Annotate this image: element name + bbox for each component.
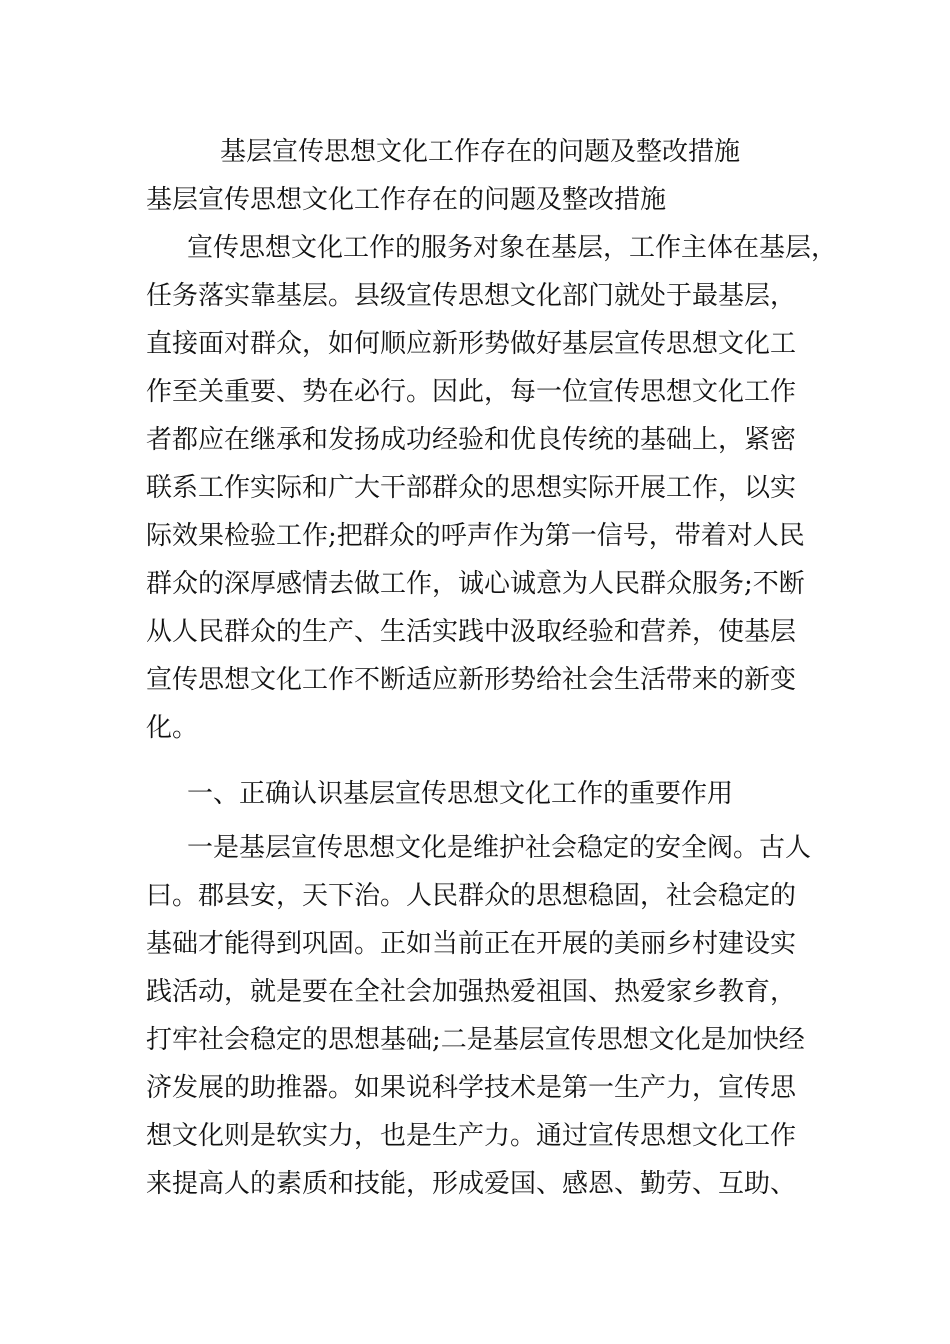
paragraph-line: 直接面对群众，如何顺应新形势做好基层宣传思想文化工 <box>146 329 797 359</box>
paragraph-line: 者都应在继承和发扬成功经验和优良传统的基础上，紧密 <box>146 425 797 455</box>
paragraph-line: 联系工作实际和广大干部群众的思想实际开展工作，以实 <box>146 473 797 503</box>
paragraph-line: 宣传思想文化工作的服务对象在基层，工作主体在基层， <box>187 233 838 263</box>
document-title: 基层宣传思想文化工作存在的问题及整改措施 <box>220 137 741 167</box>
paragraph-line: 来提高人的素质和技能，形成爱国、感恩、勤劳、互助、 <box>146 1169 797 1199</box>
paragraph-line: 际效果检验工作;把群众的呼声作为第一信号，带着对人民 <box>146 521 805 551</box>
paragraph-line: 宣传思想文化工作不断适应新形势给社会生活带来的新变 <box>146 665 797 695</box>
paragraph-line: 想文化则是软实力，也是生产力。通过宣传思想文化工作 <box>146 1121 797 1151</box>
paragraph-line: 基础才能得到巩固。正如当前正在开展的美丽乡村建设实 <box>146 929 797 959</box>
section-heading: 一、正确认识基层宣传思想文化工作的重要作用 <box>187 779 734 809</box>
paragraph-line: 作至关重要、势在必行。因此，每一位宣传思想文化工作 <box>146 377 797 407</box>
paragraph-line: 一是基层宣传思想文化是维护社会稳定的安全阀。古人 <box>187 833 812 863</box>
paragraph-line: 从人民群众的生产、生活实践中汲取经验和营养，使基层 <box>146 617 797 647</box>
paragraph-line: 任务落实靠基层。县级宣传思想文化部门就处于最基层， <box>146 281 797 311</box>
paragraph-line: 济发展的助推器。如果说科学技术是第一生产力，宣传思 <box>146 1073 797 1103</box>
paragraph-line: 打牢社会稳定的思想基础;二是基层宣传思想文化是加快经 <box>146 1025 805 1055</box>
paragraph-line: 化。 <box>146 713 199 743</box>
document-subtitle: 基层宣传思想文化工作存在的问题及整改措施 <box>146 185 667 215</box>
paragraph-line: 曰。郡县安，天下治。人民群众的思想稳固，社会稳定的 <box>146 881 797 911</box>
paragraph-line: 践活动，就是要在全社会加强热爱祖国、热爱家乡教育， <box>146 977 797 1007</box>
paragraph-line: 群众的深厚感情去做工作，诚心诚意为人民群众服务;不断 <box>146 569 805 599</box>
